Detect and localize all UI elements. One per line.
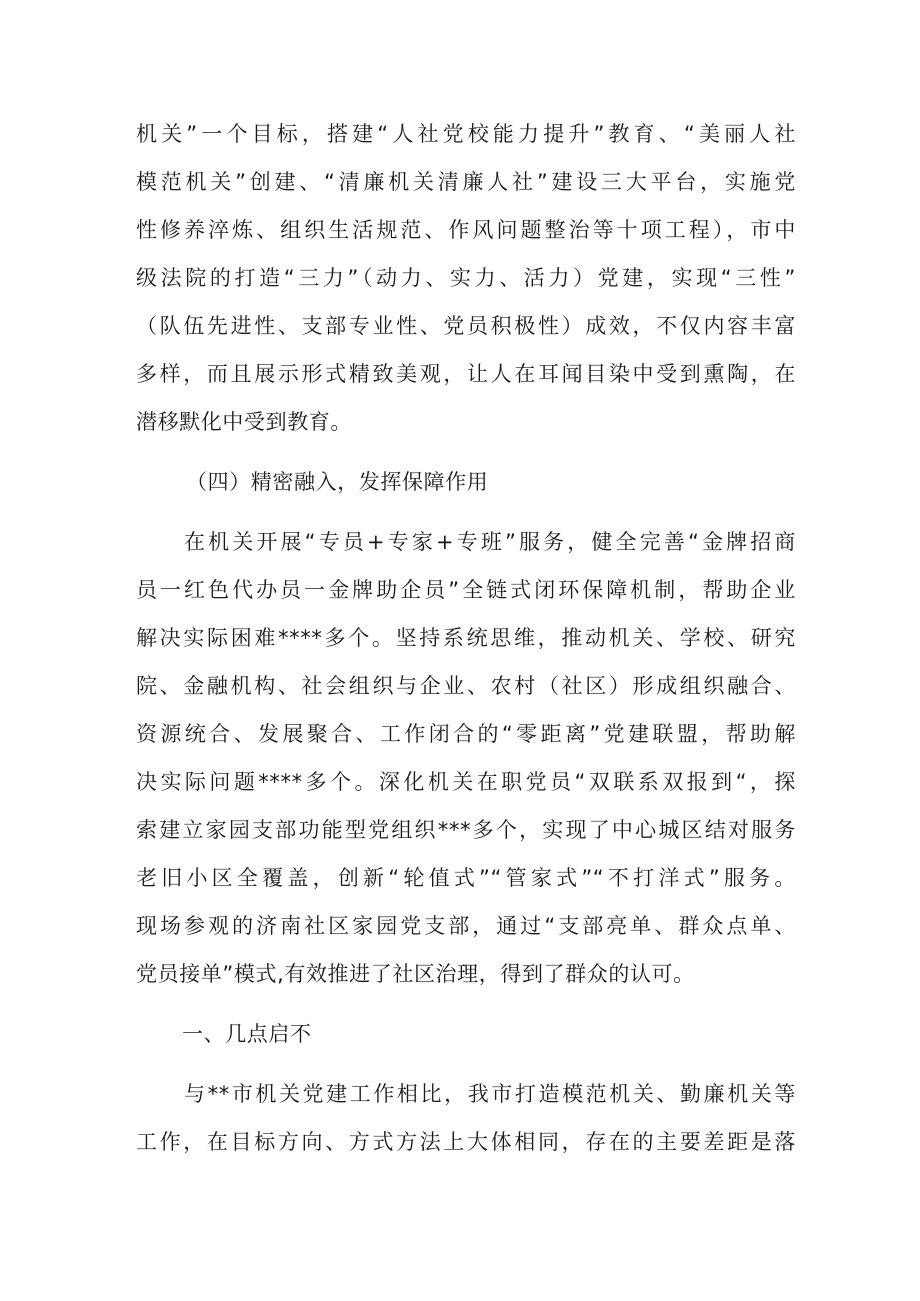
section-heading-1: 一、几点启不 xyxy=(182,1022,312,1046)
section-heading-4: （四）精密融入，发挥保障作用 xyxy=(186,470,489,494)
paragraph-2-line-3: 解决实际困难****多个。坚持系统思维，推动机关、学校、研究 xyxy=(136,626,796,650)
paragraph-1-line-7: 潜移默化中受到教育。 xyxy=(136,410,352,434)
paragraph-2-line-7: 索建立家园支部功能型党组织***多个，实现了中心城区结对服务 xyxy=(136,818,796,842)
paragraph-1-line-4: 级法院的打造“三力”（动力、实力、活力）党建，实现“三性” xyxy=(136,266,796,290)
paragraph-2-line-5: 资源统合、发展聚合、工作闭合的“零距离”党建联盟，帮助解 xyxy=(136,722,796,746)
paragraph-2-line-1: 在机关开展“专员+专家+专班”服务，健全完善“金牌招商 xyxy=(184,530,796,554)
paragraph-1-line-6: 多样，而且展示形式精致美观，让人在耳闻目染中受到熏陶，在 xyxy=(136,362,796,386)
paragraph-2-line-8: 老旧小区全覆盖，创新“轮值式”“管家式”“不打洋式”服务。 xyxy=(136,866,796,890)
paragraph-1-line-2: 模范机关”创建、“清廉机关清廉人社”建设三大平台，实施党 xyxy=(136,170,796,194)
paragraph-1-line-5: （队伍先进性、支部专业性、党员积极性）成效，不仅内容丰富 xyxy=(136,314,796,338)
paragraph-3-line-1: 与**市机关党建工作相比，我市打造模范机关、勤廉机关等 xyxy=(184,1082,796,1106)
paragraph-1-line-3: 性修养淬炼、组织生活规范、作风问题整治等十项工程），市中 xyxy=(136,218,796,242)
paragraph-2-line-2: 员一红色代办员一金牌助企员”全链式闭环保障机制，帮助企业 xyxy=(136,578,796,602)
paragraph-2-line-9: 现场参观的济南社区家园党支部，通过“支部亮单、群众点单、 xyxy=(136,914,796,938)
paragraph-2-line-4: 院、金融机构、社会组织与企业、农村（社区）形成组织融合、 xyxy=(136,674,796,698)
paragraph-2-line-6: 决实际问题****多个。深化机关在职党员“双联系双报到“，探 xyxy=(136,770,796,794)
paragraph-1-line-1: 机关”一个目标，搭建“人社党校能力提升”教育、“美丽人社 xyxy=(136,122,796,146)
paragraph-3-line-2: 工作，在目标方向、方式方法上大体相同，存在的主要差距是落 xyxy=(136,1130,796,1154)
paragraph-2-line-10: 党员接单”模式,有效推进了社区治理，得到了群众的认可。 xyxy=(136,962,695,986)
